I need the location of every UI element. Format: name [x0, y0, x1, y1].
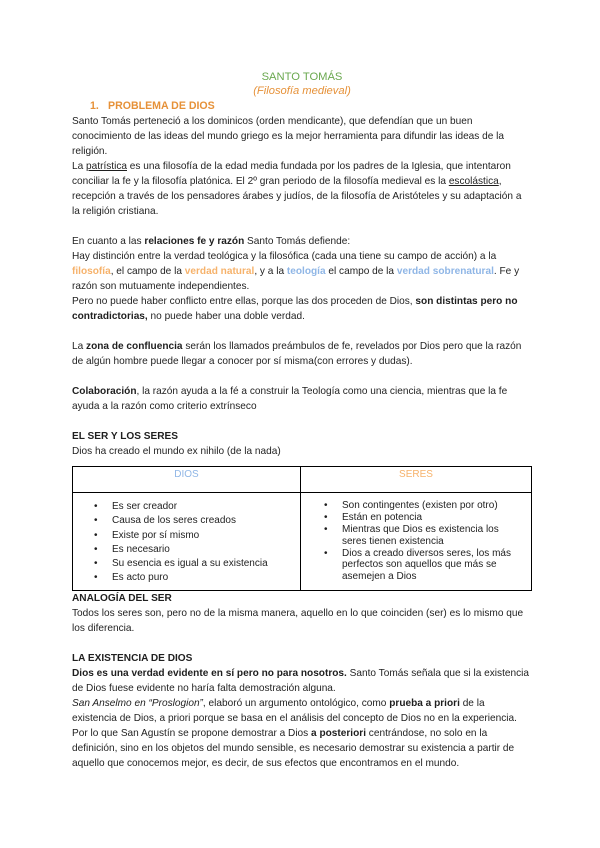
- list-item: • Causa de los seres creados: [112, 514, 293, 528]
- section-number: 1.: [90, 100, 99, 112]
- text-run: , el campo de la: [110, 266, 185, 277]
- table-header-row: [73, 467, 532, 493]
- list-item: • Dios a creado diversos seres, los más perfectos son aquellos que más se asemejen a Dios: [342, 548, 522, 583]
- bold-fe-y-razon: relaciones fe y razón: [144, 236, 245, 247]
- list-item: • Son contingentes (existen por otro): [342, 500, 522, 512]
- list-item: • Es ser creador: [112, 500, 293, 514]
- highlight-verdad-natural: verdad natural: [184, 266, 255, 277]
- spacer: [72, 414, 532, 429]
- italic-san-anselmo: San Anselmo en “Proslogion”: [72, 697, 203, 709]
- text-run: . Fe y razón son mutuamente independientes.: [72, 266, 520, 292]
- list-item: • Están en potencia: [342, 512, 522, 524]
- document-content: [72, 70, 532, 771]
- paragraph-colaboracion: [72, 384, 532, 414]
- table-header-seres: SERES: [301, 467, 532, 493]
- text-run: , elaboró un argumento ontológico, como: [202, 697, 390, 709]
- paragraph-no-conflicto: [72, 294, 532, 324]
- text-run: es una filosofía de la edad media fundada por los padres de la Iglesia, que intentaron conciliar la fe y la filosofía platónica. El 2º gran periodo de la filosofía medieval es la: [72, 161, 511, 187]
- paragraph-san-anselmo: [72, 696, 532, 726]
- heading-analogia: ANALOGÍA DEL SER: [72, 592, 172, 604]
- text-run: En cuanto a las: [72, 236, 145, 247]
- table-row: [73, 493, 532, 591]
- text-run: el campo de la: [325, 266, 397, 277]
- section-title: PROBLEMA DE DIOS: [108, 100, 215, 112]
- paragraph-distincion: [72, 249, 532, 294]
- list-item: • Existe por sí mismo: [112, 529, 293, 543]
- table-header-dios: DIOS: [73, 467, 301, 493]
- text-run: La: [72, 341, 87, 352]
- section-heading-problema-de-dios: [90, 99, 532, 114]
- highlight-filosofia: filosofía: [72, 266, 111, 277]
- paragraph-dominicos: Santo Tomás perteneció a los dominicos (orden mendicante), que defendían que un buen conocimiento de las ideas del mundo griego es la mejor herramienta para difundir las ideas de la religión.: [72, 116, 505, 157]
- text-run: Por lo que San Agustín se propone demostrar a Dios: [72, 727, 312, 739]
- text-run: centrándose, no solo en la definición, sino en los objetos del mundo sensible, es necesario demostrar su existencia a partir de aquello que conocemos mejor, es decir, de sus efectos que encontramos en el mundo.: [72, 727, 515, 769]
- paragraph-san-agustin: [72, 726, 532, 771]
- text-run: Pero no puede haber conflicto entre ellas, porque las dos proceden de Dios,: [72, 296, 416, 307]
- paragraph-verdad-evidente: [72, 666, 532, 696]
- bold-zona-confluencia: zona de confluencia: [86, 341, 183, 352]
- bold-distintas: son distintas pero no contradictorias,: [72, 296, 518, 322]
- table-cell-seres: [301, 493, 532, 591]
- text-run: no puede haber una doble verdad.: [147, 311, 305, 322]
- text-run: , recepción a través de los pensadores árabes y judíos, de la filosofía de Aristóteles y su adaptación a la religión cristiana.: [72, 176, 522, 217]
- paragraph-analogia: Todos los seres son, pero no de la misma manera, aquello en lo que coinciden (ser) es lo mismo que los diferencia.: [72, 607, 524, 634]
- term-escolastica: escolástica: [448, 176, 499, 187]
- highlight-verdad-sobrenatural: verdad sobrenatural: [396, 266, 494, 277]
- list-item: • Su esencia es igual a su existencia: [112, 557, 293, 571]
- text-run: La: [72, 161, 87, 172]
- text-run: Santo Tomás defiende:: [244, 236, 351, 247]
- heading-existencia: LA EXISTENCIA DE DIOS: [72, 652, 193, 664]
- text-run: de la existencia de Dios, a priori porque se basa en el análisis del concepto de Dios no en la experiencia.: [72, 697, 517, 724]
- paragraph-patristica: [72, 159, 532, 219]
- list-item: • Es necesario: [112, 543, 293, 557]
- seres-list: [302, 494, 530, 586]
- spacer: [72, 369, 532, 384]
- paragraph-fe-y-razon: [72, 234, 532, 249]
- highlight-teologia: teología: [286, 266, 326, 277]
- text-run: , la razón ayuda a la fé a construir la Teología como una ciencia, mientras que la fe ayuda a la razón como criterio extrínseco: [72, 386, 508, 412]
- text-run: Santo Tomás señala que si la existencia de Dios fuese evidente no haría falta demostración alguna.: [72, 667, 530, 694]
- spacer: [72, 636, 532, 651]
- spacer: [72, 324, 532, 339]
- text-run: , y a la: [254, 266, 287, 277]
- list-item: • Es acto puro: [112, 571, 293, 585]
- text-run: Hay distinción entre la verdad teológica y la filosófica (cada una tiene su campo de acción) a la: [72, 251, 497, 262]
- bold-colaboracion: Colaboración: [72, 386, 137, 397]
- bold-prueba-a-priori: prueba a priori: [389, 697, 460, 709]
- document-title: SANTO TOMÁS: [261, 71, 343, 83]
- dios-list: [74, 494, 299, 589]
- text-run: serán los llamados preámbulos de fe, revelados por Dios pero que la razón de algún hombre puede llegar a conocer por sí misma(con errores y dudas).: [72, 341, 522, 367]
- paragraph-ex-nihilo: Dios ha creado el mundo ex nihilo (de la nada): [72, 446, 281, 457]
- bold-a-posteriori: a posteriori: [311, 727, 366, 739]
- document-subtitle: (Filosofía medieval): [253, 85, 351, 97]
- spacer: [72, 219, 532, 234]
- bold-verdad-evidente: Dios es una verdad evidente en sí pero no para nosotros.: [72, 667, 347, 679]
- paragraph-zona-confluencia: [72, 339, 532, 369]
- table-cell-dios: [73, 493, 301, 591]
- heading-el-ser: EL SER Y LOS SERES: [72, 431, 179, 442]
- comparison-table: [72, 466, 532, 591]
- term-patristica: patrística: [86, 161, 127, 172]
- list-item: • Mientras que Dios es existencia los seres tienen existencia: [342, 524, 522, 547]
